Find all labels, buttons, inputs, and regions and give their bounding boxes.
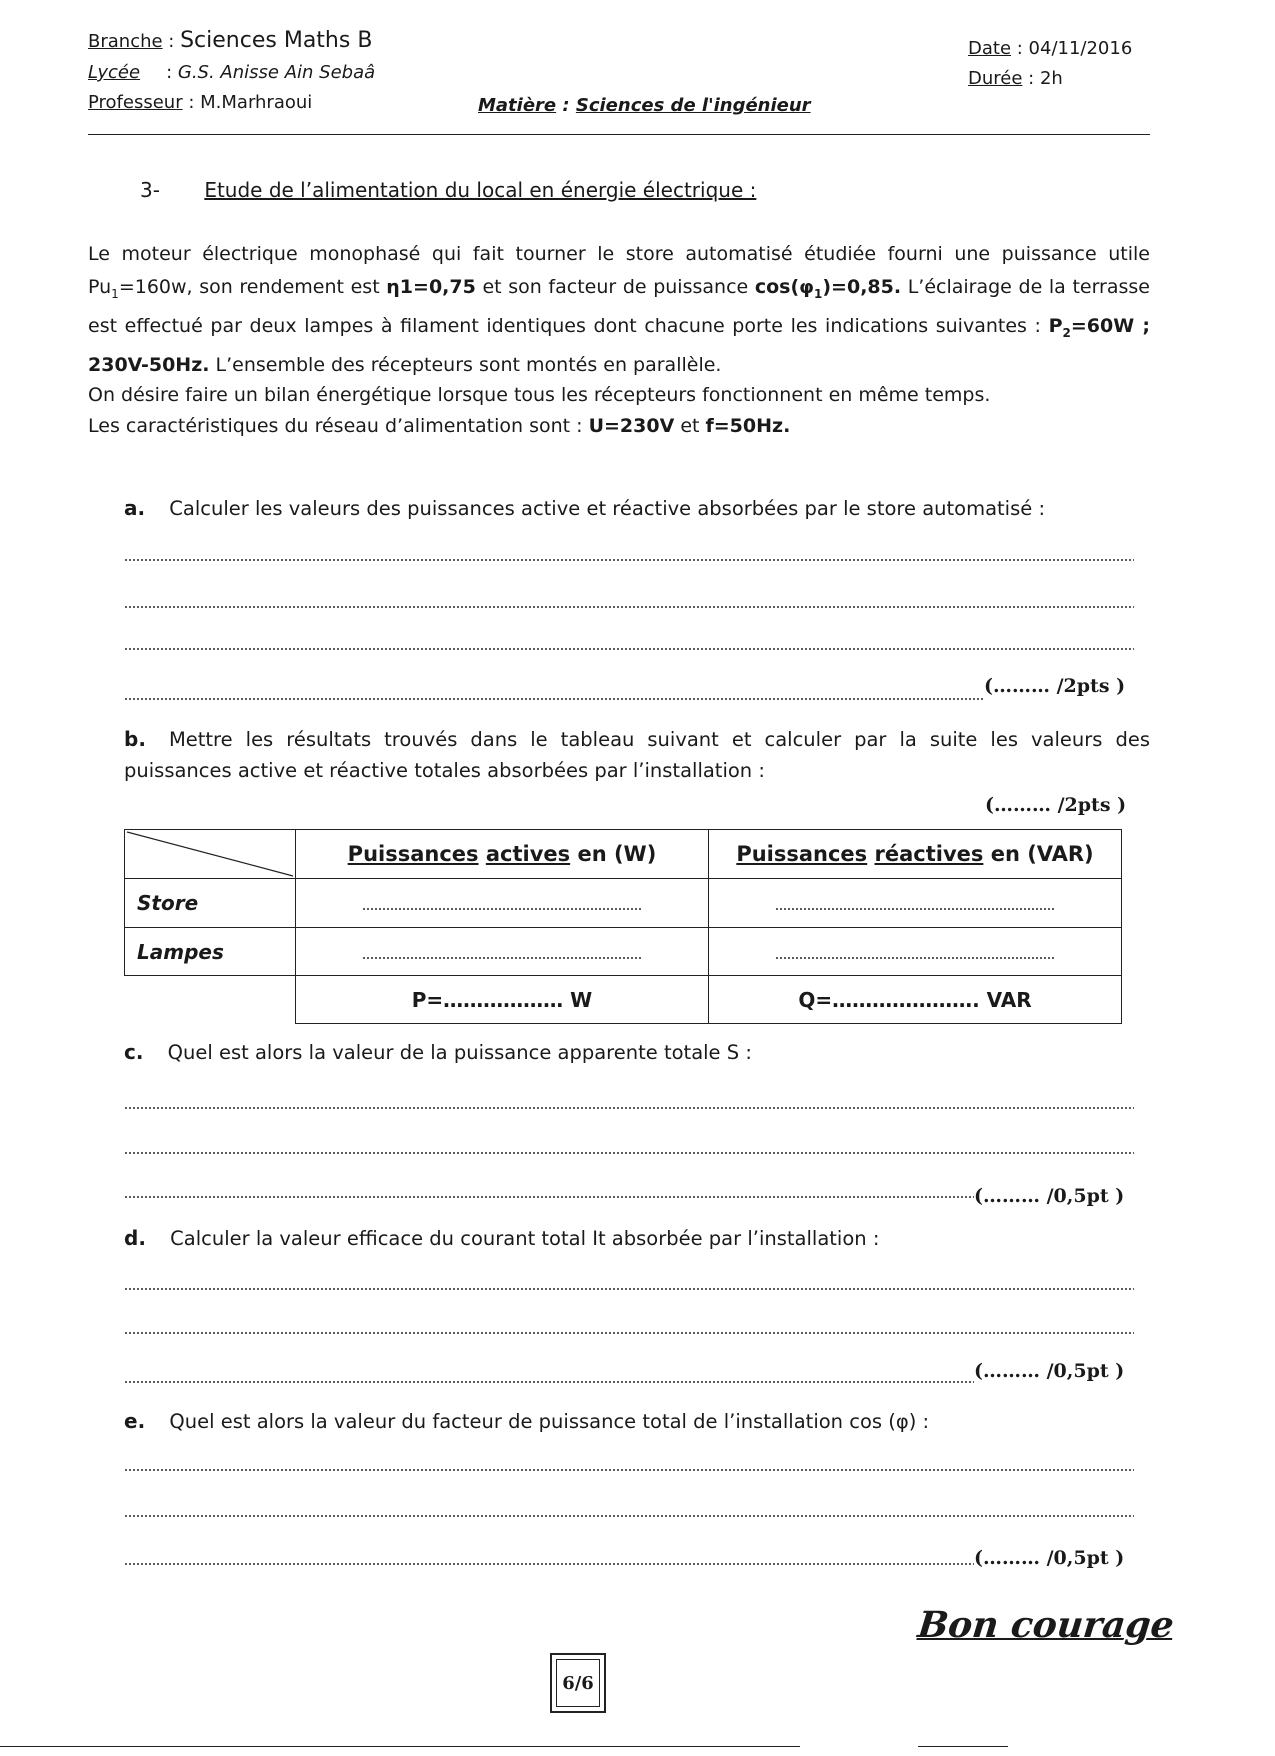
- fill-line: [775, 908, 1055, 910]
- fill-line: [775, 957, 1055, 959]
- question-a-text: Calculer les valeurs des puissances active et réactive absorbées par le store automatisé :: [169, 497, 1046, 520]
- professeur-label: Professeur: [88, 92, 183, 113]
- branche-value: Sciences Maths B: [180, 28, 373, 53]
- answer-line[interactable]: [124, 1469, 1134, 1471]
- date-line: Date : 04/11/2016: [968, 38, 1133, 59]
- fill-line: [362, 908, 642, 910]
- store-active-cell[interactable]: [296, 879, 709, 928]
- question-b: [124, 724, 1150, 786]
- frequency-value: f=50Hz.: [705, 415, 791, 437]
- answer-line[interactable]: [124, 1563, 974, 1565]
- question-c-label: c.: [124, 1040, 144, 1064]
- header-active-unit: en (W): [570, 842, 657, 866]
- total-active-power[interactable]: P=……………… W: [296, 976, 709, 1024]
- date-label: Date: [968, 38, 1012, 59]
- question-e: [124, 1409, 929, 1433]
- eta-value: η1=0,75: [386, 275, 476, 298]
- answer-line[interactable]: [124, 1107, 1134, 1109]
- question-a-label: a.: [124, 496, 146, 520]
- header-active-power: [296, 830, 709, 879]
- question-d-label: d.: [124, 1226, 146, 1250]
- branche-line: Branche : Sciences Maths B: [88, 28, 373, 53]
- p2-subscript: 2: [1062, 325, 1071, 340]
- duree-label: Durée: [968, 68, 1023, 89]
- row-label-lampes: Lampes: [125, 928, 296, 976]
- intro-line-3: [88, 411, 1150, 442]
- intro-text-b: =160w, son rendement est: [118, 275, 387, 298]
- professeur-line: Professeur : M.Marhraoui: [88, 92, 313, 113]
- total-reactive-power[interactable]: Q=…………………. VAR: [709, 976, 1122, 1024]
- intro-text-p3c: et: [674, 415, 706, 437]
- lycee-value: G.S. Anisse Ain Sebaâ: [177, 62, 376, 83]
- answer-line[interactable]: [124, 1515, 1134, 1517]
- intro-paragraph-2: [88, 380, 1150, 442]
- header-divider: [88, 134, 1150, 135]
- question-e-points: (……… /0,5pt ): [974, 1547, 1125, 1569]
- duree-line: Durée : 2h: [968, 68, 1063, 89]
- cos-subscript: 1: [814, 286, 823, 301]
- table-corner-cell: [125, 830, 296, 879]
- question-d-points: (……… /0,5pt ): [974, 1360, 1125, 1382]
- question-e-text: Quel est alors la valeur du facteur de puissance total de l’installation cos (φ) :: [169, 1410, 930, 1433]
- intro-text-c: et son facteur de puissance: [475, 275, 755, 298]
- lycee-line: Lycée : G.S. Anisse Ain Sebaâ: [88, 62, 376, 83]
- matiere-label: Matière: [478, 95, 557, 116]
- cos-value: )=0,85.: [822, 275, 902, 298]
- answer-line[interactable]: [124, 559, 1134, 561]
- cos-symbol: cos(φ: [754, 275, 815, 298]
- page-number-box: [550, 1653, 606, 1713]
- answer-line[interactable]: [124, 1381, 974, 1383]
- section-number: 3-: [140, 178, 160, 202]
- answer-line[interactable]: [124, 606, 1134, 608]
- matiere-line: Matière : Sciences de l'ingénieur: [478, 95, 811, 116]
- bottom-rule-left: [0, 1746, 800, 1747]
- answer-line[interactable]: [124, 1196, 974, 1198]
- professeur-value: M.Marhraoui: [200, 92, 313, 113]
- section-title: Etude de l’alimentation du local en énergie électrique :: [204, 178, 757, 202]
- question-d: [124, 1226, 879, 1250]
- intro-line-2: On désire faire un bilan énergétique lorsque tous les récepteurs fonctionnent en même temps.: [88, 384, 991, 406]
- header-reactive-unit: en (VAR): [983, 842, 1094, 866]
- answer-line[interactable]: [124, 648, 1134, 650]
- question-c: [124, 1040, 752, 1064]
- empty-cell: [125, 976, 296, 1024]
- question-a: [124, 496, 1045, 520]
- header-active-word2: actives: [485, 842, 571, 866]
- pu-symbol: Pu: [88, 275, 112, 298]
- question-b-label: b.: [124, 727, 146, 751]
- section-heading: [140, 178, 756, 202]
- intro-text-a: Le moteur électrique monophasé qui fait tourner le store automatisé étudiée fourni une puissance utile: [88, 243, 1150, 265]
- question-c-text: Quel est alors la valeur de la puissance apparente totale S :: [167, 1041, 752, 1064]
- lycee-label: Lycée: [88, 62, 141, 83]
- question-e-label: e.: [124, 1409, 146, 1433]
- bottom-rule-right: [918, 1746, 1008, 1747]
- intro-text-p3a: Les caractéristiques du réseau d’alimentation sont :: [88, 415, 589, 437]
- voltage-value: U=230V: [588, 415, 675, 437]
- matiere-value: Sciences de l'ingénieur: [575, 95, 811, 116]
- row-label-store: Store: [125, 879, 296, 928]
- header-reactive-word2: réactives: [874, 842, 984, 866]
- p2-symbol: P: [1048, 314, 1063, 337]
- header-active-word1: Puissances: [347, 842, 479, 866]
- duree-value: 2h: [1039, 68, 1063, 89]
- fill-line: [362, 957, 642, 959]
- header-reactive-word1: Puissances: [736, 842, 868, 866]
- lampes-reactive-cell[interactable]: [709, 928, 1122, 976]
- question-d-text: Calculer la valeur efficace du courant total It absorbée par l’installation :: [170, 1227, 880, 1250]
- intro-text-e: L’ensemble des récepteurs sont montés en parallèle.: [209, 354, 722, 377]
- store-reactive-cell[interactable]: [709, 879, 1122, 928]
- diagonal-line: [125, 830, 295, 878]
- results-table: [124, 829, 1122, 1024]
- closing-text: Bon courage: [915, 1604, 1176, 1646]
- date-value: 04/11/2016: [1028, 38, 1133, 59]
- answer-line[interactable]: [124, 1288, 1134, 1290]
- answer-line[interactable]: [124, 1332, 1134, 1334]
- question-b-points: (……… /2pts ): [985, 794, 1127, 816]
- question-b-text: Mettre les résultats trouvés dans le tableau suivant et calculer par la suite les valeurs des puissances active et réactive totales absorbées par l’installation :: [124, 728, 1150, 782]
- lampes-active-cell[interactable]: [296, 928, 709, 976]
- answer-line[interactable]: [124, 698, 984, 700]
- intro-text-d: L’éclairage de la terrasse est effectué par deux lampes à filament identiques dont chacune porte les indications suivantes :: [88, 275, 1150, 337]
- intro-paragraph: [88, 238, 1150, 382]
- pu-subscript: 1: [111, 286, 119, 301]
- question-c-points: (……… /0,5pt ): [974, 1185, 1125, 1207]
- branche-label: Branche: [88, 31, 163, 52]
- answer-line[interactable]: [124, 1152, 1134, 1154]
- header-reactive-power: [709, 830, 1122, 879]
- page-number: 6/6: [556, 1659, 600, 1707]
- question-a-points: (……… /2pts ): [984, 675, 1126, 697]
- p2-value: =60W ; 230V-50Hz.: [88, 314, 1151, 377]
